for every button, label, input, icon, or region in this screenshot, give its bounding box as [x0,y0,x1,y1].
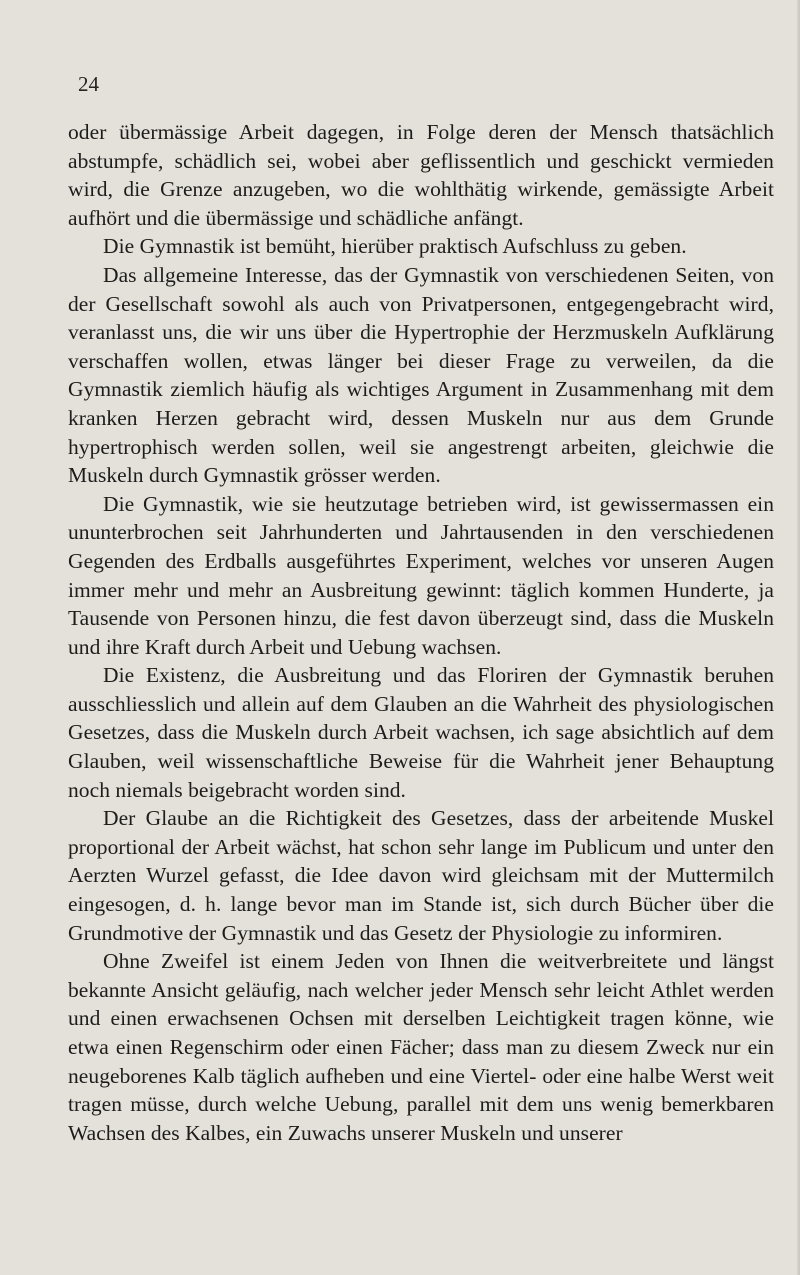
paragraph-5: Die Existenz, die Ausbreitung und das Floriren der Gymnastik beruhen ausschliesslich und allein auf dem Glauben an die Wahrheit des physiologischen Gesetzes, dass die Muskeln durch Arbeit wachsen, ich sage absichtlich auf dem Glauben, weil wissenschaftliche Beweise für die Wahrheit jener Behauptung noch niemals beigebracht worden sind. [68,663,774,802]
paragraph-1: oder übermässige Arbeit dagegen, in Folge deren der Mensch thatsächlich abstumpfe, schädlich sei, wobei aber geflissentlich und geschickt vermieden wird, die Grenze anzugeben, wo die wohlthätig wirkende, gemässigte Arbeit aufhört und die übermässige und schädliche anfängt. [68,120,774,230]
paragraph-2: Die Gymnastik ist bemüht, hierüber praktisch Aufschluss zu geben. [103,234,687,259]
body-text [68,118,774,1147]
paragraph-7: Ohne Zweifel ist einem Jeden von Ihnen die weitverbreitete und längst bekannte Ansicht geläufig, nach welcher jeder Mensch sehr leicht Athlet werden und einen erwachsenen Ochsen mit derselben Leichtigkeit tragen könne, wie etwa einen Regenschirm oder einen Fächer; dass man zu diesem Zweck nur ein neugeborenes Kalb täglich aufheben und eine Viertel- oder eine halbe Werst weit tragen müsse, durch welche Uebung, parallel mit dem uns wenig bemerkbaren Wachsen des Kalbes, ein Zuwachs unserer Muskeln und unserer [68,949,774,1145]
paragraph-4: Die Gymnastik, wie sie heutzutage betrieben wird, ist gewissermassen ein ununterbrochen seit Jahrhunderten und Jahrtausenden in den verschiedenen Gegenden des Erdballs ausgeführtes Experiment, welches vor unseren Augen immer mehr und mehr an Ausbreitung gewinnt: täglich kommen Hunderte, ja Tausende von Personen hinzu, die fest davon überzeugt sind, dass die Muskeln und ihre Kraft durch Arbeit und Uebung wachsen. [68,491,774,659]
paragraph-3: Das allgemeine Interesse, das der Gymnastik von verschiedenen Seiten, von der Gesellschaft sowohl als auch von Privatpersonen, entgegengebracht wird, veranlasst uns, die wir uns über die Hypertrophie der Herzmuskeln Aufklärung verschaffen wollen, etwas länger bei dieser Frage zu verweilen, da die Gymnastik ziemlich häufig als wichtiges Argument in Zusammenhang mit dem kranken Herzen gebracht wird, dessen Muskeln nur aus dem Grunde hypertrophisch werden sollen, weil sie angestrengt arbeiten, gleichwie die Muskeln durch Gymnastik grösser werden. [68,262,774,488]
page-number: 24 [78,72,99,96]
paragraph-6: Der Glaube an die Richtigkeit des Gesetzes, dass der arbeitende Muskel proportional der Arbeit wächst, hat schon sehr lange im Publicum und unter den Aerzten Wurzel gefasst, die Idee davon wird gleichsam mit der Muttermilch eingesogen, d. h. lange bevor man im Stande ist, sich durch Bücher über die Grundmotive der Gymnastik und das Gesetz der Physiologie zu informiren. [68,806,774,945]
